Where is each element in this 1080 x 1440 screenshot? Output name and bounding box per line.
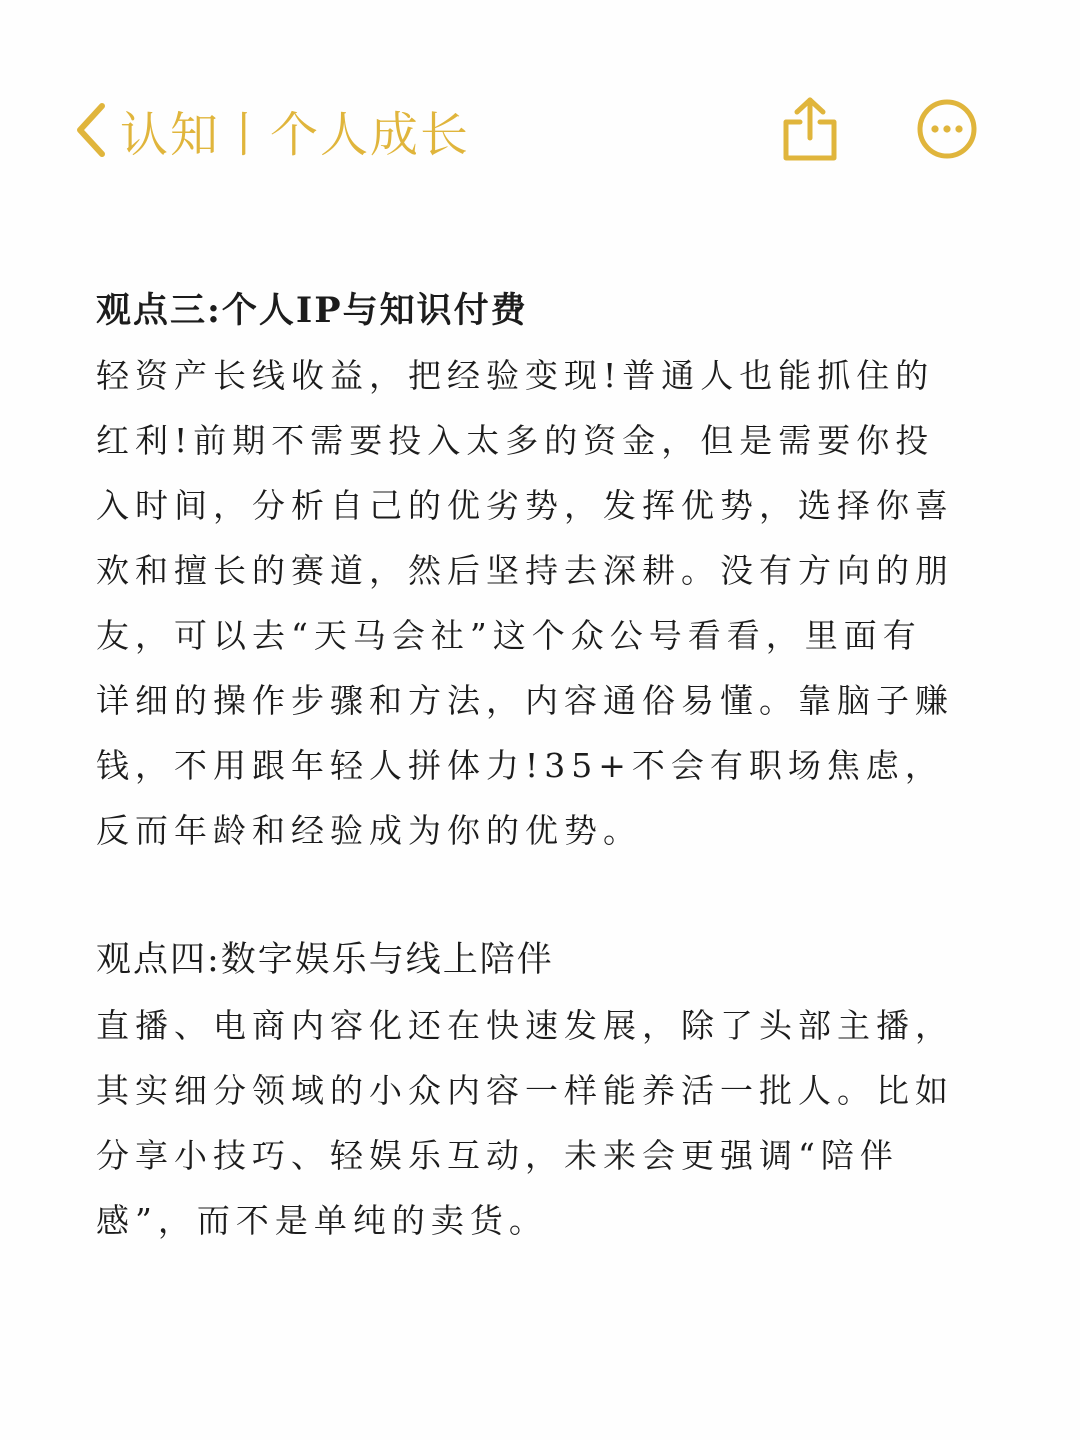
section-title: 观点三:个人IP与知识付费 [96,290,528,331]
paragraph-line: 直播、电商内容化还在快速发展，除了头部主播， [96,1006,954,1045]
section-title: 观点四:数字娱乐与线上陪伴 [96,940,554,980]
paragraph-line: 分享小技巧、轻娱乐互动，未来会更强调“陪伴 [96,1136,899,1175]
note-content [96,278,996,1253]
paragraph-line: 感”，而不是单纯的卖货。 [96,1201,548,1240]
paragraph-line: 友，可以去“天马会社”这个众公号看看，里面有 [96,616,922,655]
back-button[interactable] [72,92,470,168]
section-spacer [96,863,996,928]
share-icon[interactable] [780,96,840,162]
navigation-bar [0,0,1080,240]
paragraph-line: 红利!前期不需要投入太多的资金，但是需要你投 [96,421,935,460]
nav-title: 认知丨个人成长 [120,106,471,163]
paragraph-line: 反而年龄和经验成为你的优势。 [96,811,642,850]
paragraph-line: 轻资产长线收益，把经验变现!普通人也能抓住的 [96,356,935,395]
section-body [96,343,996,863]
section-body [96,993,996,1253]
chevron-left-icon [72,100,110,160]
paragraph-line: 入时间，分析自己的优劣势，发挥优势，选择你喜 [96,486,954,525]
more-icon[interactable] [916,98,978,160]
paragraph-line: 详细的操作步骤和方法，内容通俗易懂。靠脑子赚 [96,681,954,720]
paragraph-line: 欢和擅长的赛道，然后坚持去深耕。没有方向的朋 [96,551,954,590]
paragraph-line: 其实细分领域的小众内容一样能养活一批人。比如 [96,1071,954,1110]
section-viewpoint-three [96,278,996,863]
section-viewpoint-four [96,928,996,1253]
paragraph-line: 钱，不用跟年轻人拼体力!35+不会有职场焦虑， [96,746,944,785]
